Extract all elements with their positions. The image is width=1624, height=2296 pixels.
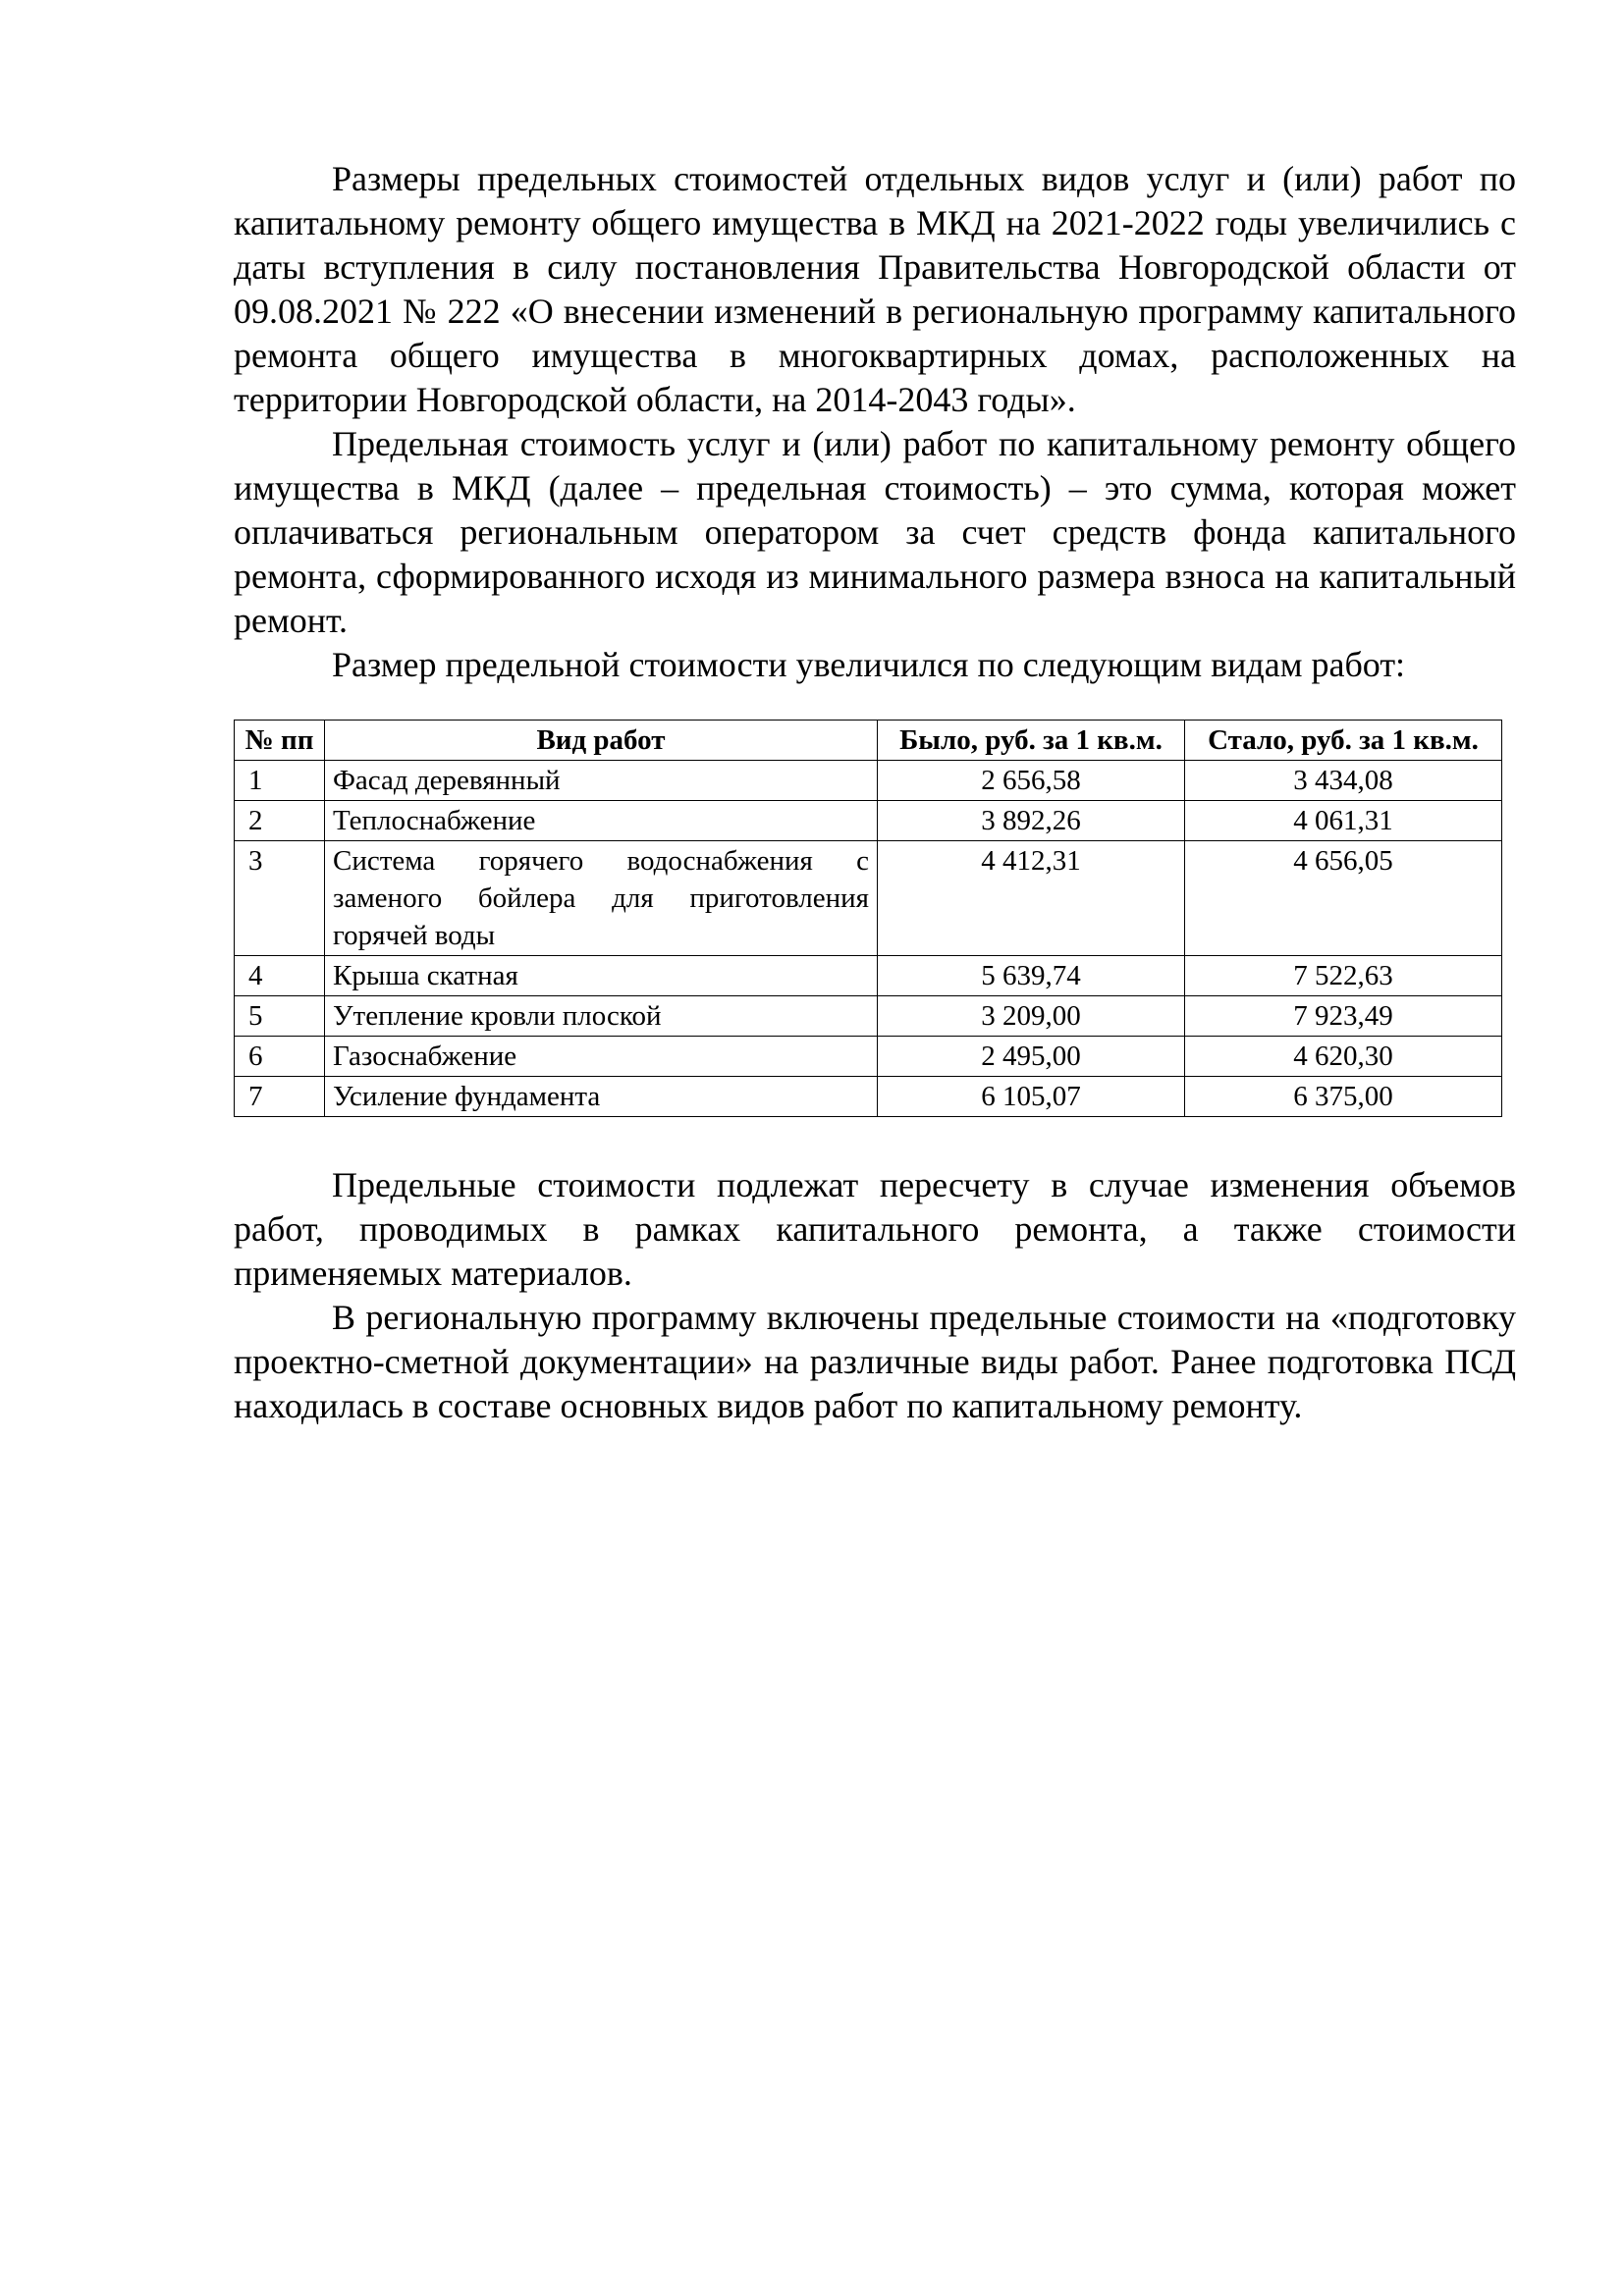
row-name: Система горячего водоснабжения с заменого бойлера для приготовления горячей воды <box>325 841 878 956</box>
paragraph-limit-cost-definition: Предельная стоимость услуг и (или) работ по капитальному ремонту общего имущества в МКД (далее – предельная стоимость) – это сумма, которая может оплачиваться региональным оператором за счет средств фонда капитального ремонта, сформированного исходя из минимального размера взноса на капитальный ремонт. <box>234 424 1516 640</box>
row-after: 4 656,05 <box>1185 841 1502 956</box>
table-row <box>235 801 1502 841</box>
price-table <box>234 720 1502 1117</box>
row-before: 5 639,74 <box>878 956 1185 996</box>
paragraph-design-documentation: В региональную программу включены предельные стоимости на «подготовку проектно-сметной документации» на различные виды работ. Ранее подготовка ПСД находилась в составе основных видов работ по капитальному ремонту. <box>234 1298 1516 1425</box>
row-after: 7 923,49 <box>1185 996 1502 1037</box>
row-before: 6 105,07 <box>878 1077 1185 1117</box>
row-num: 5 <box>235 996 325 1037</box>
row-before: 3 892,26 <box>878 801 1185 841</box>
header-after: Стало, руб. за 1 кв.м. <box>1185 721 1502 761</box>
row-name: Крыша скатная <box>325 956 878 996</box>
closing-section <box>234 1163 1516 1428</box>
header-name: Вид работ <box>325 721 878 761</box>
table-row <box>235 841 1502 956</box>
row-after: 3 434,08 <box>1185 761 1502 801</box>
header-before: Было, руб. за 1 кв.м. <box>878 721 1185 761</box>
row-num: 1 <box>235 761 325 801</box>
document-page <box>234 157 1516 1428</box>
paragraph-limit-costs-increase: Размеры предельных стоимостей отдельных видов услуг и (или) работ по капитальному ремонту общего имущества в МКД на 2021-2022 годы увеличились с даты вступления в силу постановления Правительства Новгородской области от 09.08.2021 № 222 «О внесении изменений в региональную программу капитального ремонта общего имущества в многоквартирных домах, расположенных на территории Новгородской области, на 2014-2043 годы». <box>234 159 1516 419</box>
row-before: 2 656,58 <box>878 761 1185 801</box>
row-num: 3 <box>235 841 325 956</box>
row-num: 4 <box>235 956 325 996</box>
table-header-row <box>235 721 1502 761</box>
table-intro: Размер предельной стоимости увеличился по следующим видам работ: <box>332 645 1406 684</box>
row-before: 3 209,00 <box>878 996 1185 1037</box>
row-num: 2 <box>235 801 325 841</box>
table-row <box>235 761 1502 801</box>
header-num: № пп <box>235 721 325 761</box>
table-row <box>235 996 1502 1037</box>
table-row <box>235 1037 1502 1077</box>
row-after: 6 375,00 <box>1185 1077 1502 1117</box>
row-before: 2 495,00 <box>878 1037 1185 1077</box>
row-name: Усиление фундамента <box>325 1077 878 1117</box>
row-num: 6 <box>235 1037 325 1077</box>
row-name: Теплоснабжение <box>325 801 878 841</box>
row-num: 7 <box>235 1077 325 1117</box>
row-before: 4 412,31 <box>878 841 1185 956</box>
row-name: Газоснабжение <box>325 1037 878 1077</box>
table-row <box>235 956 1502 996</box>
table-row <box>235 1077 1502 1117</box>
row-after: 7 522,63 <box>1185 956 1502 996</box>
row-after: 4 061,31 <box>1185 801 1502 841</box>
row-after: 4 620,30 <box>1185 1037 1502 1077</box>
row-name: Фасад деревянный <box>325 761 878 801</box>
paragraph-recalculation: Предельные стоимости подлежат пересчету в случае изменения объемов работ, проводимых в рамках капитального ремонта, а также стоимости применяемых материалов. <box>234 1165 1516 1293</box>
row-name: Утепление кровли плоской <box>325 996 878 1037</box>
